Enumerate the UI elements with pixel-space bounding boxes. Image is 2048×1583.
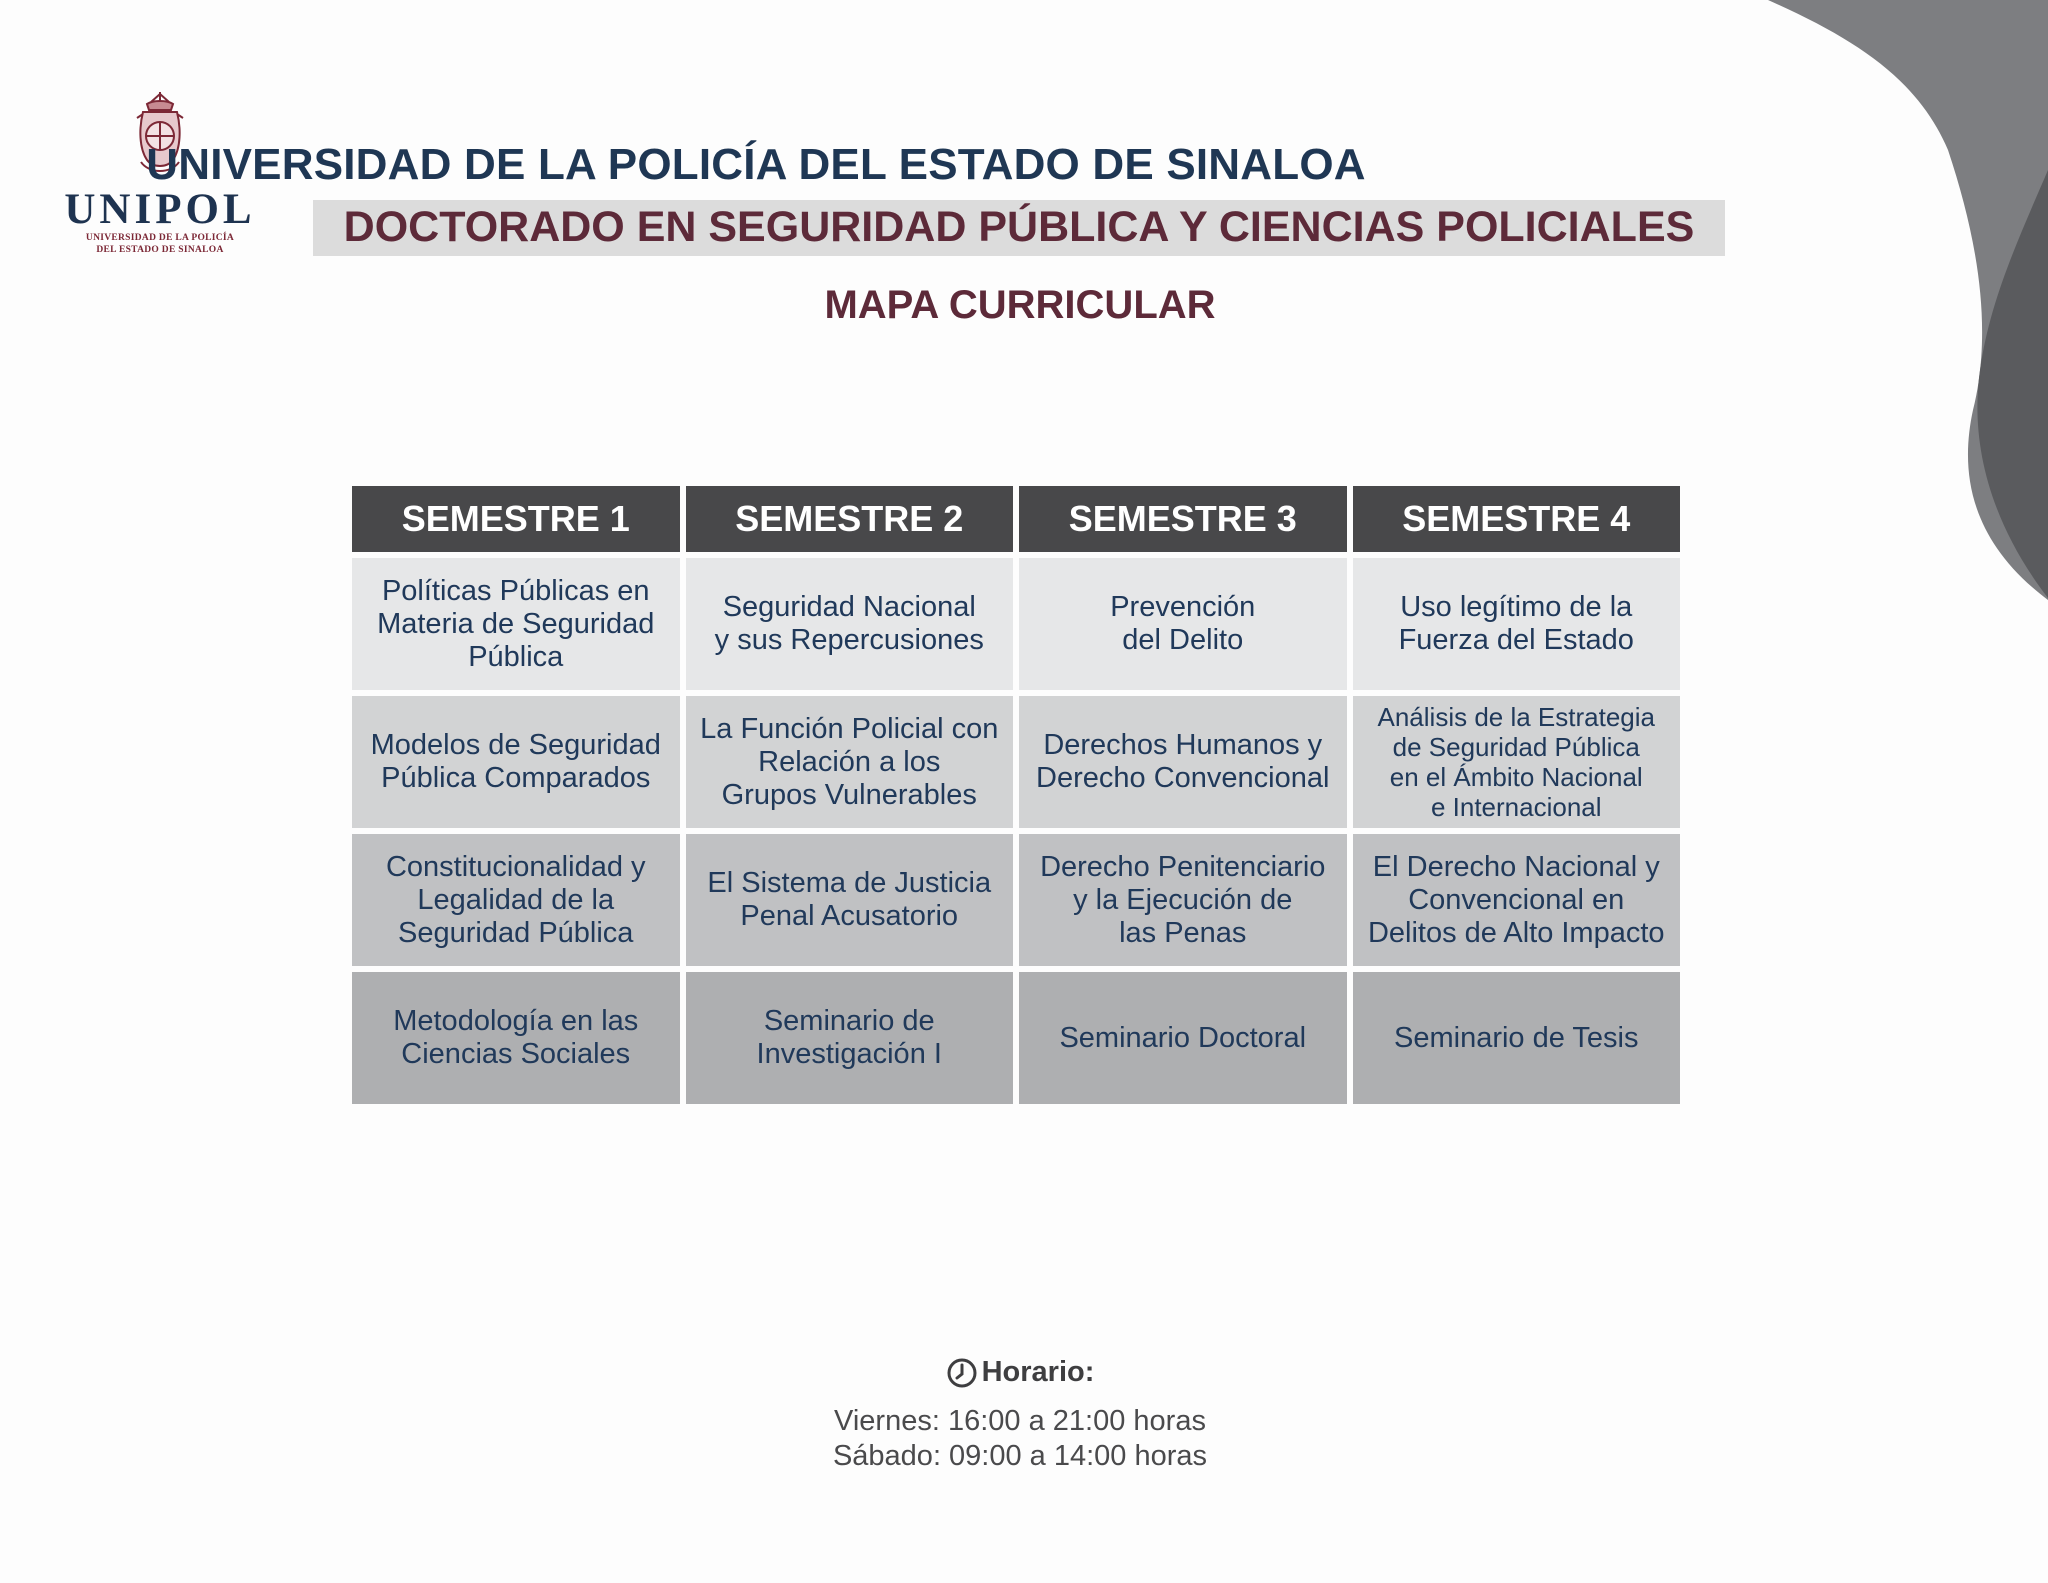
course-name-line: Metodología en las <box>393 1005 639 1037</box>
course-name-line: Convencional en <box>1408 883 1625 916</box>
course-cell <box>352 558 680 690</box>
course-name-line: Derecho Convencional <box>1036 762 1330 794</box>
schedule-section <box>0 1356 2040 1474</box>
course-name-line: El Sistema de Justicia <box>707 867 992 899</box>
course-name-line: Investigación I <box>756 1038 942 1070</box>
course-name-line: El Derecho Nacional y <box>1372 850 1660 883</box>
semester-header-row <box>352 486 1680 552</box>
course-cell <box>1019 696 1347 828</box>
course-name-line: Políticas Públicas en <box>381 574 650 607</box>
course-cell <box>1019 558 1347 690</box>
course-name-line: las Penas <box>1119 916 1247 949</box>
document-title: MAPA CURRICULAR <box>824 283 1216 327</box>
course-name-line: Seminario de Tesis <box>1394 1021 1639 1054</box>
course-name-line: Seguridad Nacional <box>722 591 976 623</box>
schedule-line: Sábado: 09:00 a 14:00 horas <box>832 1439 1208 1472</box>
schedule-line: Viernes: 16:00 a 21:00 horas <box>834 1404 1206 1437</box>
course-name-line: Pública <box>468 640 564 673</box>
course-name-line: Análisis de la Estrategia <box>1377 702 1655 732</box>
course-name-line: Delitos de Alto Impacto <box>1367 916 1665 949</box>
course-name-line: Prevención <box>1110 591 1256 623</box>
clock-icon <box>946 1357 978 1389</box>
university-title: UNIVERSIDAD DE LA POLICÍA DEL ESTADO DE SINALOA <box>146 140 1366 189</box>
course-name-line: Derecho Penitenciario <box>1040 850 1326 883</box>
program-title: DOCTORADO EN SEGURIDAD PÚBLICA Y CIENCIAS POLICIALES <box>343 203 1695 251</box>
curriculum-row <box>352 558 1680 690</box>
semester-header: SEMESTRE 3 <box>1019 486 1347 552</box>
course-name-line: de Seguridad Pública <box>1392 732 1640 762</box>
curriculum-row <box>352 972 1680 1104</box>
semester-header: SEMESTRE 2 <box>686 486 1014 552</box>
logo-subtitle-line2: DEL ESTADO DE SINALOA <box>96 245 224 255</box>
course-name-line: Derechos Humanos y <box>1043 729 1323 761</box>
course-name-line: La Función Policial con <box>700 712 999 745</box>
course-name-line: del Delito <box>1122 624 1244 656</box>
logo-subtitle-line1: UNIVERSIDAD DE LA POLICÍA <box>85 233 235 243</box>
course-cell <box>1019 972 1347 1104</box>
course-cell <box>1353 834 1681 966</box>
course-name-line: Materia de Seguridad <box>377 607 655 640</box>
course-cell <box>686 696 1014 828</box>
course-cell <box>1019 834 1347 966</box>
course-cell <box>1353 558 1681 690</box>
curriculum-row <box>352 696 1680 828</box>
course-name-line: Seguridad Pública <box>398 916 634 949</box>
course-name-line: e Internacional <box>1430 792 1602 822</box>
course-name-line: Grupos Vulnerables <box>721 778 977 811</box>
semester-header: SEMESTRE 4 <box>1353 486 1681 552</box>
course-name-line: en el Ámbito Nacional <box>1389 762 1643 792</box>
course-cell <box>686 972 1014 1104</box>
course-cell <box>686 834 1014 966</box>
course-name-line: Modelos de Seguridad <box>370 729 661 761</box>
course-name-line: Penal Acusatorio <box>740 900 959 932</box>
course-cell <box>686 558 1014 690</box>
course-name-line: Seminario Doctoral <box>1059 1021 1307 1054</box>
schedule-heading <box>946 1356 1095 1389</box>
schedule-lines <box>0 1404 2040 1474</box>
course-name-line: Pública Comparados <box>381 762 651 794</box>
schedule-title: Horario: <box>981 1356 1095 1388</box>
curriculum-table <box>346 480 1686 1110</box>
curriculum-row <box>352 834 1680 966</box>
course-name-line: Constitucionalidad y <box>385 850 646 883</box>
course-name-line: Ciencias Sociales <box>401 1038 631 1070</box>
course-name-line: Uso legítimo de la <box>1400 591 1633 623</box>
course-cell <box>1353 972 1681 1104</box>
logo-wordmark: UNIPOL <box>64 186 256 233</box>
course-name-line: y la Ejecución de <box>1073 883 1293 916</box>
course-cell <box>352 696 680 828</box>
course-name-line: Seminario de <box>763 1005 935 1037</box>
semester-header: SEMESTRE 1 <box>352 486 680 552</box>
course-cell <box>1353 696 1681 828</box>
course-name-line: y sus Repercusiones <box>714 624 984 656</box>
course-cell <box>352 972 680 1104</box>
course-name-line: Fuerza del Estado <box>1398 624 1634 656</box>
course-cell <box>352 834 680 966</box>
course-name-line: Legalidad de la <box>417 883 615 916</box>
course-name-line: Relación a los <box>758 745 941 778</box>
